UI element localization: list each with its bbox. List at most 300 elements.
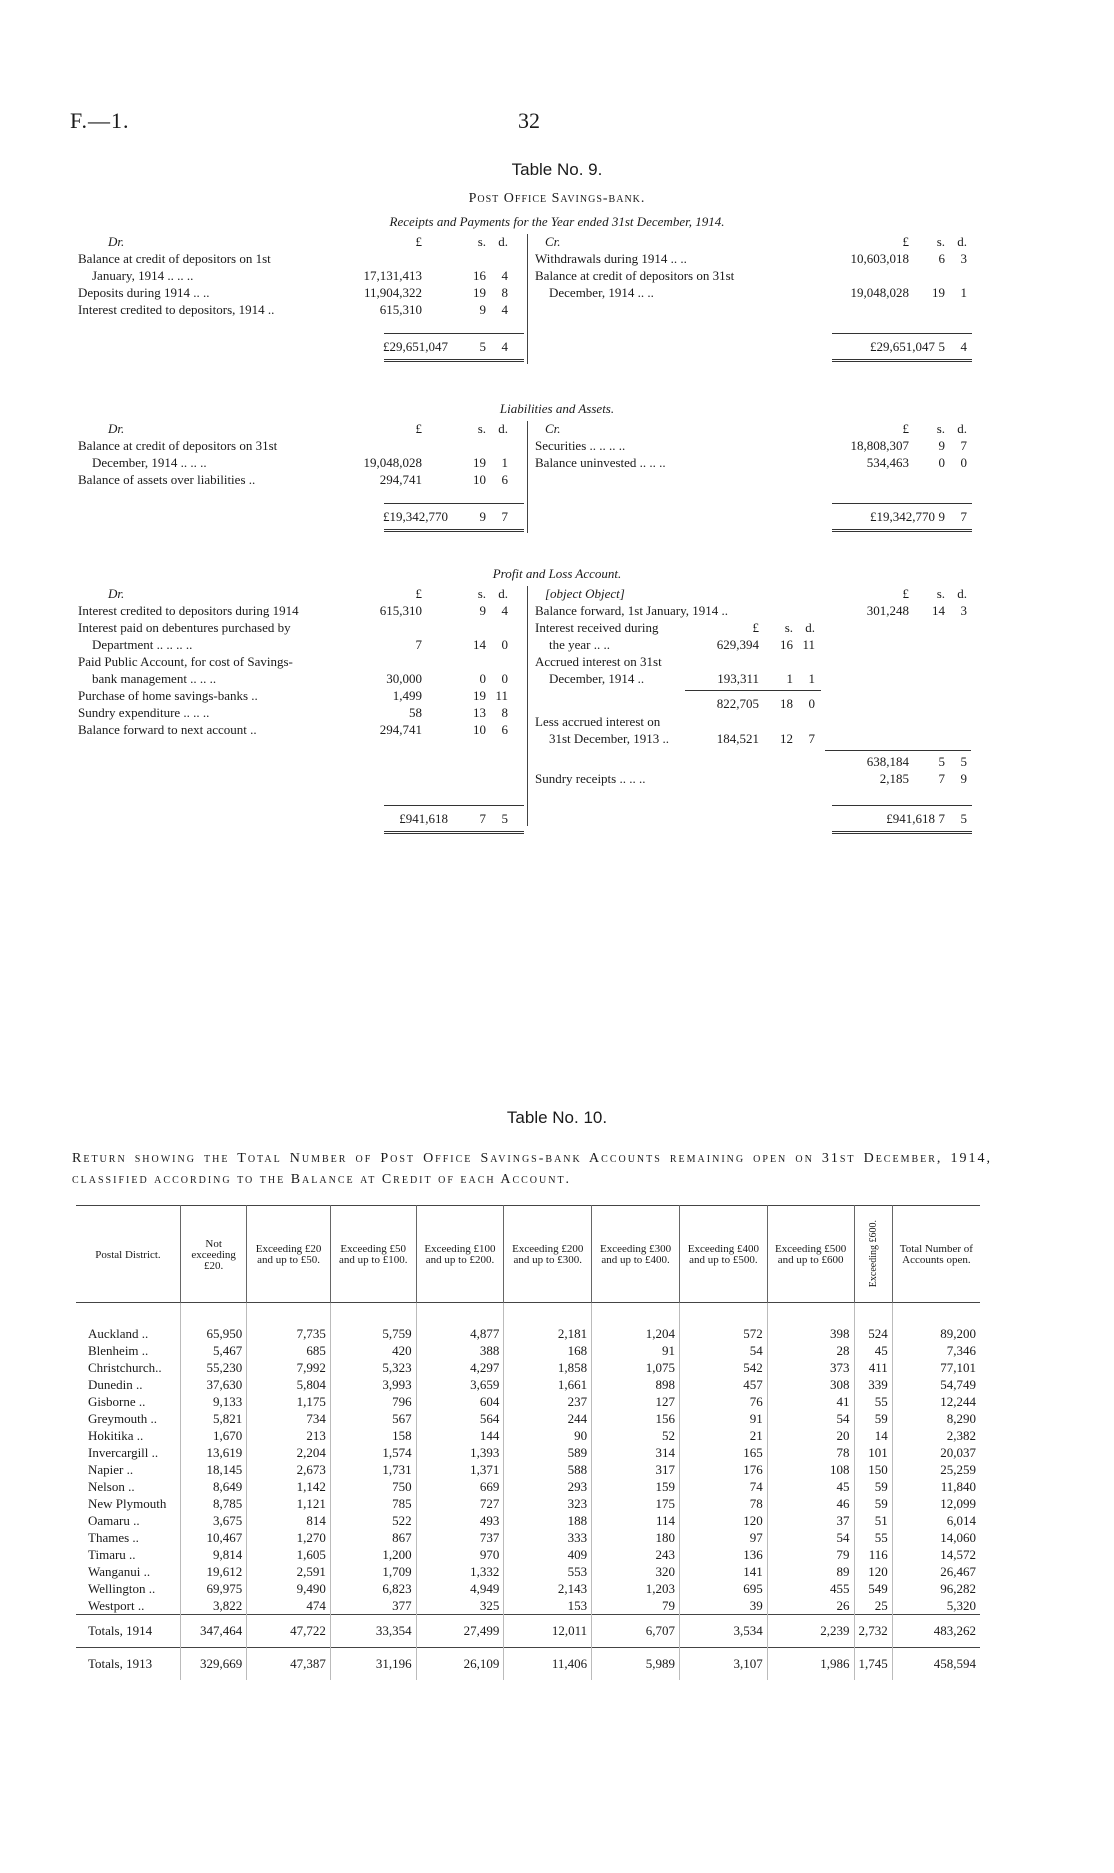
row-shillings: 16	[780, 637, 793, 652]
row-pounds: 294,741	[379, 472, 422, 487]
ledger-row	[535, 251, 985, 267]
col-pence: d.	[498, 421, 508, 436]
ledger-row	[535, 285, 985, 301]
ledger-row	[78, 671, 528, 687]
column-header: Exceeding £200 and up to £300.	[504, 1206, 592, 1303]
ledger-row	[535, 268, 985, 284]
interest-year-row	[535, 637, 985, 653]
count-cell: 6,014	[892, 1512, 980, 1529]
count-cell: 1,075	[592, 1359, 680, 1376]
count-cell: 79	[767, 1546, 854, 1563]
count-cell: 4,297	[416, 1359, 504, 1376]
row-pounds: 30,000	[386, 671, 422, 686]
count-cell: 25	[854, 1597, 892, 1615]
row-label: January, 1914 .. .. ..	[92, 268, 194, 283]
total-pence: 5	[960, 811, 967, 826]
count-cell: 25,259	[892, 1461, 980, 1478]
district-name: Wanganui ..	[88, 1564, 151, 1580]
count-cell: 54,749	[892, 1376, 980, 1393]
count-cell: 19,612	[181, 1563, 247, 1580]
table9-title: Table No. 9.	[511, 160, 603, 179]
table9-subtitle: Post Office Savings-bank.	[468, 191, 646, 206]
district-name: Wellington ..	[88, 1581, 156, 1597]
col-shillings: s.	[936, 586, 945, 601]
row-pounds: 629,394	[716, 637, 759, 652]
total-pounds: £29,651,047	[383, 339, 448, 354]
ledger-row	[78, 268, 528, 284]
count-cell: 153	[504, 1597, 592, 1615]
interest-received-row	[535, 620, 985, 636]
district-name: New Plymouth	[88, 1496, 167, 1512]
total-double-rule	[832, 359, 972, 362]
total-double-rule	[832, 529, 972, 532]
ledger-row	[78, 302, 528, 318]
district-name: Dunedin ..	[88, 1377, 143, 1393]
count-cell: 1,709	[330, 1563, 416, 1580]
table10-subtitle: Return showing the Total Number of Post Office Savings-bank Accounts remaining open on 31st December, 1914, classified according to the Balance at Credit of each Account.	[72, 1151, 992, 1187]
count-cell: 168	[504, 1342, 592, 1359]
column-header: Not exceeding £20.	[181, 1206, 247, 1303]
count-cell: 91	[592, 1342, 680, 1359]
count-cell: 549	[854, 1580, 892, 1597]
ledger-row	[78, 438, 528, 454]
count-cell: 8,785	[181, 1495, 247, 1512]
row-pounds: 822,705	[716, 696, 759, 711]
count-cell: 695	[679, 1580, 767, 1597]
count-cell: 54	[767, 1529, 854, 1546]
count-cell: 59	[854, 1410, 892, 1427]
count-cell: 20	[767, 1427, 854, 1444]
col-pence: d.	[498, 586, 508, 601]
table-row	[76, 1478, 980, 1495]
count-cell: 458,594	[892, 1648, 980, 1681]
table-row	[76, 1563, 980, 1580]
ledger-row	[78, 603, 528, 619]
row-pounds: 2,185	[879, 771, 909, 786]
table10-title: Table No. 10.	[506, 1108, 608, 1127]
count-cell: 51	[854, 1512, 892, 1529]
row-label: Securities .. .. .. ..	[535, 438, 626, 453]
col-pence: d.	[498, 234, 508, 249]
row-pence: 11	[802, 637, 815, 652]
count-cell: 12,244	[892, 1393, 980, 1410]
count-cell: 46	[767, 1495, 854, 1512]
count-cell: 14,572	[892, 1546, 980, 1563]
count-cell: 409	[504, 1546, 592, 1563]
dr-label: Dr.	[108, 234, 125, 249]
row-pounds: 19,048,028	[850, 285, 909, 300]
ledger-row	[78, 688, 528, 704]
row-pounds: 615,310	[379, 603, 422, 618]
count-cell: 1,175	[247, 1393, 331, 1410]
count-cell: 1,200	[330, 1546, 416, 1563]
row-pence: 3	[960, 603, 967, 618]
count-cell: 74	[679, 1478, 767, 1495]
col-pounds: £	[902, 421, 909, 436]
count-cell: 69,975	[181, 1580, 247, 1597]
col-shillings: s.	[477, 586, 486, 601]
row-label: Accrued interest on 31st	[535, 654, 662, 669]
count-cell: 5,323	[330, 1359, 416, 1376]
count-cell: 65,950	[181, 1303, 247, 1343]
total-pence: 5	[501, 811, 508, 826]
count-cell: 3,659	[416, 1376, 504, 1393]
count-cell: 175	[592, 1495, 680, 1512]
district-name: Auckland ..	[88, 1326, 149, 1342]
count-cell: 1,204	[592, 1303, 680, 1343]
total-shillings: 9	[938, 509, 945, 524]
district-name: Blenheim ..	[88, 1343, 149, 1359]
row-shillings: 18	[780, 696, 793, 711]
ledger-row	[78, 472, 528, 488]
count-cell: 493	[416, 1512, 504, 1529]
count-cell: 101	[854, 1444, 892, 1461]
count-cell: 150	[854, 1461, 892, 1478]
inner-col-pence: d.	[805, 620, 815, 635]
row-shillings: 10	[473, 472, 486, 487]
row-pounds: 11,904,322	[363, 285, 422, 300]
count-cell: 8,649	[181, 1478, 247, 1495]
total-rule	[832, 503, 972, 504]
count-cell: 21	[679, 1427, 767, 1444]
table-row	[76, 1495, 980, 1512]
col-pence: d.	[957, 234, 967, 249]
row-label: Deposits during 1914 .. ..	[78, 285, 210, 300]
net-row	[535, 754, 985, 770]
dr-label: Dr.	[108, 586, 125, 601]
col-pounds: £	[415, 234, 422, 249]
count-cell: 141	[679, 1563, 767, 1580]
row-pounds: 18,808,307	[850, 438, 909, 453]
count-cell: 9,490	[247, 1580, 331, 1597]
count-cell: 45	[854, 1342, 892, 1359]
receipts-divider	[527, 234, 528, 364]
district-name: Greymouth ..	[88, 1411, 157, 1427]
count-cell: 1,986	[767, 1648, 854, 1681]
total-pence: 4	[501, 339, 508, 354]
total-double-rule	[832, 831, 972, 834]
col-shillings: s.	[477, 234, 486, 249]
count-cell: 45	[767, 1478, 854, 1495]
dr-label: Dr.	[108, 421, 125, 436]
total-pounds: £941,618	[886, 811, 935, 826]
row-shillings: 19	[932, 285, 945, 300]
count-cell: 542	[679, 1359, 767, 1376]
count-cell: 308	[767, 1376, 854, 1393]
count-cell: 77,101	[892, 1359, 980, 1376]
col-pounds: £	[902, 234, 909, 249]
count-cell: 5,804	[247, 1376, 331, 1393]
count-cell: 96,282	[892, 1580, 980, 1597]
page-reference: F.—1.	[70, 108, 130, 133]
row-label: Less accrued interest on	[535, 714, 661, 729]
count-cell: 5,821	[181, 1410, 247, 1427]
count-cell: 12,099	[892, 1495, 980, 1512]
count-cell: 31,196	[330, 1648, 416, 1681]
row-label: Interest credited to depositors during 1914	[78, 603, 299, 618]
row-pence: 0	[808, 696, 815, 711]
column-header: Exceeding £300 and up to £400.	[592, 1206, 680, 1303]
ledger-row	[78, 285, 528, 301]
count-cell: 7,992	[247, 1359, 331, 1376]
count-cell: 347,464	[181, 1615, 247, 1648]
count-cell: 9,133	[181, 1393, 247, 1410]
row-label: December, 1914 ..	[549, 671, 645, 686]
count-cell: 136	[679, 1546, 767, 1563]
count-cell: 567	[330, 1410, 416, 1427]
count-cell: 727	[416, 1495, 504, 1512]
count-cell: 524	[854, 1303, 892, 1343]
accrued-december-row	[535, 671, 985, 687]
count-cell: 325	[416, 1597, 504, 1615]
count-cell: 3,534	[679, 1615, 767, 1648]
count-cell: 604	[416, 1393, 504, 1410]
count-cell: 10,467	[181, 1529, 247, 1546]
row-shillings: 16	[473, 268, 486, 283]
count-cell: 867	[330, 1529, 416, 1546]
total-shillings: 5	[479, 339, 486, 354]
count-cell: 27,499	[416, 1615, 504, 1648]
column-header: Exceeding £20 and up to £50.	[247, 1206, 331, 1303]
count-cell: 165	[679, 1444, 767, 1461]
count-cell: 14,060	[892, 1529, 980, 1546]
row-label: Interest received during	[535, 620, 659, 635]
district-name: Oamaru ..	[88, 1513, 140, 1529]
row-pounds: 184,521	[716, 731, 759, 746]
count-cell: 97	[679, 1529, 767, 1546]
count-cell: 114	[592, 1512, 680, 1529]
total-pounds: £29,651,047	[870, 339, 935, 354]
total-rule	[384, 333, 524, 334]
count-cell: 39	[679, 1597, 767, 1615]
cr-label: Cr.	[545, 234, 561, 249]
district-name: Totals, 1913	[76, 1648, 181, 1681]
count-cell: 6,707	[592, 1615, 680, 1648]
col-shillings: s.	[936, 421, 945, 436]
count-cell: 2,239	[767, 1615, 854, 1648]
count-cell: 1,858	[504, 1359, 592, 1376]
table-row	[76, 1546, 980, 1563]
ledger-row	[78, 654, 528, 670]
row-shillings: 0	[938, 455, 945, 470]
subtotal-rule	[685, 690, 821, 691]
row-pence: 4	[501, 302, 508, 317]
count-cell: 474	[247, 1597, 331, 1615]
count-cell: 1,371	[416, 1461, 504, 1478]
row-pence: 7	[808, 731, 815, 746]
row-pence: 8	[501, 285, 508, 300]
row-label: Purchase of home savings-banks ..	[78, 688, 258, 703]
count-cell: 156	[592, 1410, 680, 1427]
row-pence: 1	[960, 285, 967, 300]
row-pence: 3	[960, 251, 967, 266]
count-cell: 47,387	[247, 1648, 331, 1681]
cr-label: [object Object]	[545, 586, 625, 601]
row-shillings: 9	[479, 302, 486, 317]
row-shillings: 14	[932, 603, 945, 618]
count-cell: 120	[679, 1512, 767, 1529]
ledger-row	[78, 620, 528, 636]
count-cell: 237	[504, 1393, 592, 1410]
count-cell: 455	[767, 1580, 854, 1597]
count-cell: 213	[247, 1427, 331, 1444]
count-cell: 589	[504, 1444, 592, 1461]
count-cell: 3,822	[181, 1597, 247, 1615]
row-pence: 1	[808, 671, 815, 686]
count-cell: 108	[767, 1461, 854, 1478]
count-cell: 293	[504, 1478, 592, 1495]
totals-1913-row	[76, 1648, 980, 1681]
row-label: December, 1914 .. ..	[549, 285, 654, 300]
count-cell: 54	[767, 1410, 854, 1427]
ledger-row	[535, 455, 985, 471]
district-name: Gisborne ..	[88, 1394, 146, 1410]
row-pence: 4	[501, 268, 508, 283]
count-cell: 2,382	[892, 1427, 980, 1444]
row-label: Department .. .. .. ..	[92, 637, 193, 652]
column-header	[854, 1206, 892, 1303]
count-cell: 78	[679, 1495, 767, 1512]
total-row	[0, 811, 1114, 827]
row-label: bank management .. .. ..	[92, 671, 217, 686]
row-pence: 0	[501, 671, 508, 686]
count-cell: 1,121	[247, 1495, 331, 1512]
row-shillings: 13	[473, 705, 486, 720]
total-double-rule	[384, 831, 524, 834]
district-name: Invercargill ..	[88, 1445, 159, 1461]
row-pounds: 193,311	[717, 671, 759, 686]
count-cell: 127	[592, 1393, 680, 1410]
count-cell: 176	[679, 1461, 767, 1478]
ledger-row	[78, 637, 528, 653]
count-cell: 18,145	[181, 1461, 247, 1478]
count-cell: 47,722	[247, 1615, 331, 1648]
profit-divider	[527, 586, 528, 826]
count-cell: 329,669	[181, 1648, 247, 1681]
col-shillings: s.	[936, 234, 945, 249]
count-cell: 28	[767, 1342, 854, 1359]
count-cell: 572	[679, 1303, 767, 1343]
count-cell: 734	[247, 1410, 331, 1427]
district-name: Totals, 1914	[76, 1615, 181, 1648]
count-cell: 333	[504, 1529, 592, 1546]
row-pence: 7	[960, 438, 967, 453]
table-row	[76, 1427, 980, 1444]
table-row	[76, 1303, 980, 1343]
count-cell: 2,181	[504, 1303, 592, 1343]
table-row	[76, 1359, 980, 1376]
count-cell: 188	[504, 1512, 592, 1529]
count-cell: 398	[767, 1303, 854, 1343]
sundry-receipts-row	[535, 771, 985, 787]
count-cell: 79	[592, 1597, 680, 1615]
total-rule	[384, 805, 524, 806]
row-label: Interest credited to depositors, 1914 ..	[78, 302, 275, 317]
col-pounds: £	[902, 586, 909, 601]
column-header-text: Exceeding £600.	[867, 1220, 879, 1288]
row-shillings: 14	[473, 637, 486, 652]
count-cell: 1,393	[416, 1444, 504, 1461]
district-name: Westport ..	[88, 1598, 145, 1614]
row-label: Paid Public Account, for cost of Savings-	[78, 654, 293, 669]
count-cell: 1,745	[854, 1648, 892, 1681]
count-cell: 3,993	[330, 1376, 416, 1393]
cr-label: Cr.	[545, 421, 561, 436]
count-cell: 144	[416, 1427, 504, 1444]
page-number: 32	[518, 108, 540, 133]
count-cell: 3,107	[679, 1648, 767, 1681]
table-row	[76, 1461, 980, 1478]
count-cell: 1,661	[504, 1376, 592, 1393]
col-pounds: £	[415, 586, 422, 601]
count-cell: 3,675	[181, 1512, 247, 1529]
total-shillings: 9	[479, 509, 486, 524]
table-row	[76, 1597, 980, 1615]
row-pounds: 294,741	[379, 722, 422, 737]
total-rule	[832, 333, 972, 334]
liabilities-divider	[527, 421, 528, 533]
count-cell: 4,877	[416, 1303, 504, 1343]
table-row	[76, 1580, 980, 1597]
inner-col-pounds: £	[752, 620, 759, 635]
column-header: Total Number of Accounts open.	[892, 1206, 980, 1303]
count-cell: 7,346	[892, 1342, 980, 1359]
total-pence: 7	[501, 509, 508, 524]
col-pence: d.	[957, 421, 967, 436]
table-row	[76, 1444, 980, 1461]
ledger-row	[535, 438, 985, 454]
count-cell: 588	[504, 1461, 592, 1478]
count-cell: 1,142	[247, 1478, 331, 1495]
count-cell: 898	[592, 1376, 680, 1393]
count-cell: 37	[767, 1512, 854, 1529]
count-cell: 2,143	[504, 1580, 592, 1597]
count-cell: 669	[416, 1478, 504, 1495]
count-cell: 6,823	[330, 1580, 416, 1597]
receipts-heading: Receipts and Payments for the Year ended 31st December, 1914.	[389, 214, 725, 229]
count-cell: 814	[247, 1512, 331, 1529]
count-cell: 90	[504, 1427, 592, 1444]
count-cell: 59	[854, 1478, 892, 1495]
ledger-row	[78, 455, 528, 471]
total-shillings: 5	[938, 339, 945, 354]
row-label: Balance forward, 1st January, 1914 ..	[535, 603, 729, 618]
count-cell: 373	[767, 1359, 854, 1376]
count-cell: 4,949	[416, 1580, 504, 1597]
count-cell: 26,467	[892, 1563, 980, 1580]
row-label: Balance uninvested .. .. ..	[535, 455, 666, 470]
count-cell: 158	[330, 1427, 416, 1444]
count-cell: 1,332	[416, 1563, 504, 1580]
row-label: Balance forward to next account ..	[78, 722, 257, 737]
count-cell: 12,011	[504, 1615, 592, 1648]
total-shillings: 7	[479, 811, 486, 826]
less-december-row	[535, 731, 985, 747]
net-rule	[825, 750, 971, 751]
count-cell: 685	[247, 1342, 331, 1359]
row-label: Withdrawals during 1914 .. ..	[535, 251, 687, 266]
row-label: Interest paid on debentures purchased by	[78, 620, 291, 635]
count-cell: 388	[416, 1342, 504, 1359]
total-shillings: 7	[938, 811, 945, 826]
count-cell: 13,619	[181, 1444, 247, 1461]
row-shillings: 12	[780, 731, 793, 746]
row-pounds: 7	[415, 637, 422, 652]
count-cell: 737	[416, 1529, 504, 1546]
total-row	[0, 509, 1114, 525]
count-cell: 5,320	[892, 1597, 980, 1615]
count-cell: 5,759	[330, 1303, 416, 1343]
